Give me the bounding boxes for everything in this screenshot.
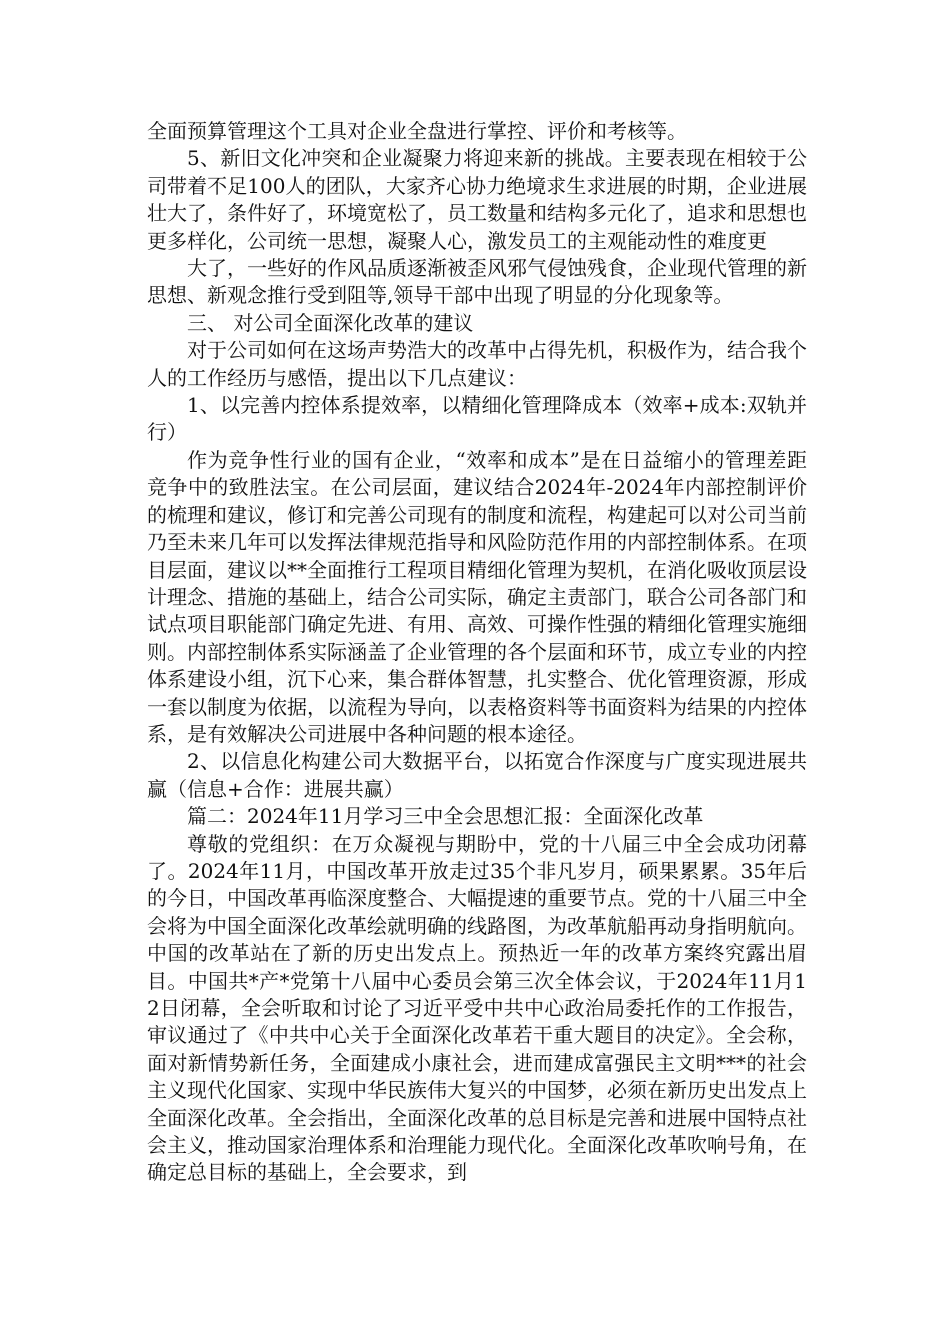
paragraph: 全面预算管理这个工具对企业全盘进行掌控、评价和考核等。 xyxy=(147,119,687,143)
paragraph: 2、以信息化构建公司大数据平台，以拓宽合作深度与广度实现进展共赢（信息+合作：进展共赢） xyxy=(147,749,807,801)
paragraph: 5、新旧文化冲突和企业凝聚力将迎来新的挑战。主要表现在相较于公司带着不足100人的团队，大家齐心协力绝境求生求进展的时期，企业进展壮大了，条件好了，环境宽松了，员工数量和结构多元化了，追求和思想也更多样化，公司统一思想，凝聚人心，激发员工的主观能动性的难度更 xyxy=(147,146,807,253)
section-heading: 三、 对公司全面深化改革的建议 xyxy=(187,310,474,335)
paragraph: 大了，一些好的作风品质逐渐被歪风邪气侵蚀残食，企业现代管理的新思想、新观念推行受到阻等,领导干部中出现了明显的分化现象等。 xyxy=(147,256,807,308)
document-body xyxy=(147,118,807,1187)
article-title: 篇二：2024年11月学习三中全会思想汇报：全面深化改革 xyxy=(187,804,704,829)
paragraph: 1、以完善内控体系提效率，以精细化管理降成本（效率+成本:双轨并行） xyxy=(147,393,807,445)
paragraph: 作为竞争性行业的国有企业，“效率和成本”是在日益缩小的管理差距竞争中的致胜法宝。在公司层面，建议结合2024年-2024年内部控制评价的梳理和建议，修订和完善公司现有的制度和流程，构建起可以对公司当前乃至未来几年可以发挥法律规范指导和风险防范作用的内部控制体系。在项目层面，建议以**全面推行工程项目精细化管理为契机，在消化吸收顶层设计理念、措施的基础上，结合公司实际，确定主责部门，联合公司各部门和试点项目职能部门确定先进、有用、高效、可操作性强的精细化管理实施细则。内部控制体系实际涵盖了企业管理的各个层面和环节，成立专业的内控体系建设小组，沉下心来，集合群体智慧，扎实整合、优化管理资源，形成一套以制度为依据，以流程为导向，以表格资料等书面资料为结果的内控体系，是有效解决公司进展中各种问题的根本途径。 xyxy=(147,447,807,746)
paragraph: 尊敬的党组织：在万众凝视与期盼中，党的十八届三中全会成功闭幕了。2024年11月，中国改革开放走过35个非凡岁月，硕果累累。35年后的今日，中国改革再临深度整合、大幅提速的重要节点。党的十八届三中全会将为中国全面深化改革绘就明确的线路图，为改革航船再动身指明航向。中国的改革站在了新的历史出发点上。预热近一年的改革方案终究露出眉目。中国共*产*党第十八届中心委员会第三次全体会议，于2024年11月12日闭幕，全会听取和讨论了习近平受中共中心政治局委托作的工作报告，审议通过了《中共中心关于全面深化改革若干重大题目的决定》。全会称，面对新情势新任务，全面建成小康社会，进而建成富强民主文明***的社会主义现代化国家、实现中华民族伟大复兴的中国梦，必须在新历史出发点上全面深化改革。全会指出，全面深化改革的总目标是完善和进展中国特点社会主义，推动国家治理体系和治理能力现代化。全面深化改革吹响号角，在确定总目标的基础上，全会要求，到 xyxy=(147,831,807,1185)
paragraph: 对于公司如何在这场声势浩大的改革中占得先机，积极作为，结合我个人的工作经历与感悟，提出以下几点建议： xyxy=(147,338,807,390)
